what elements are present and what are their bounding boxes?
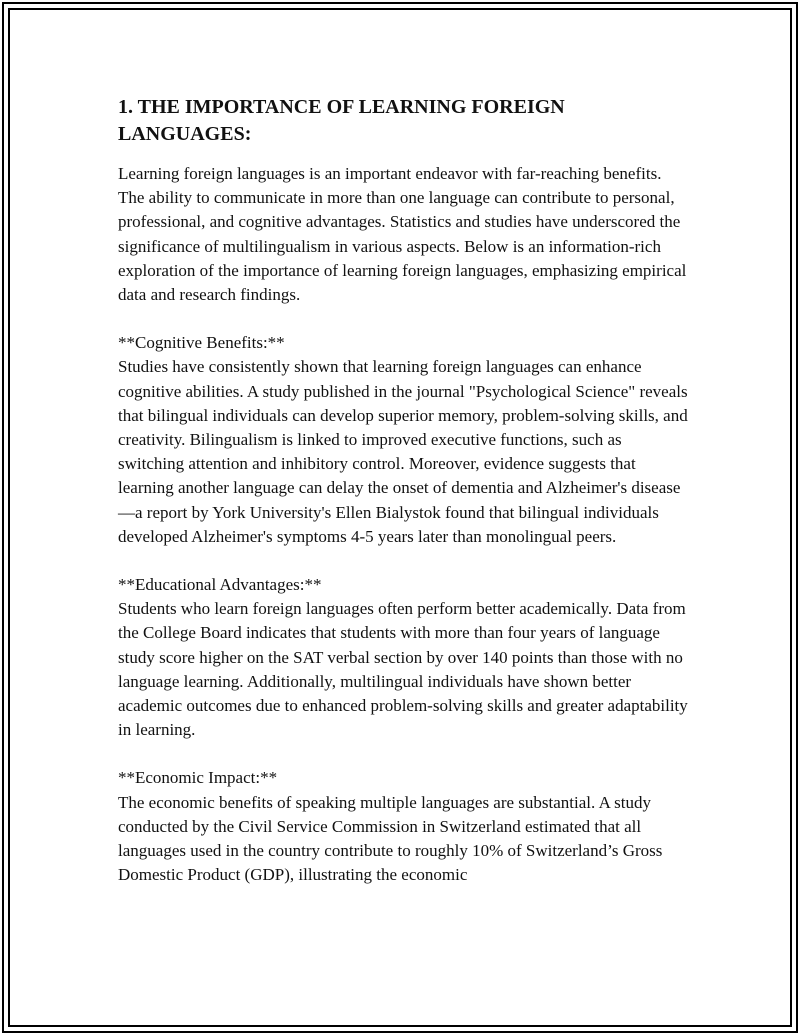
- cognitive-benefits-text: Studies have consistently shown that learning foreign languages can enhance cognitive abilities. A study published in the journal "Psychological Science" reveals that bilingual individuals can develop superior memory, problem-solving skills, and creativity. Bilingualism is linked to improved executive functions, such as switching attention and inhibitory control. Moreover, evidence suggests that learning another language can delay the onset of dementia and Alzheimer's disease—a report by York University's Ellen Bialystok found that bilingual individuals developed Alzheimer's symptoms 4-5 years later than monolingual peers.: [118, 357, 688, 546]
- economic-impact-section: [118, 766, 688, 887]
- educational-advantages-title: **Educational Advantages:**: [118, 575, 322, 595]
- section-heading: 1. THE IMPORTANCE OF LEARNING FOREIGN LANGUAGES:: [118, 96, 565, 145]
- economic-impact-title: **Economic Impact:**: [118, 768, 278, 788]
- economic-impact-text: The economic benefits of speaking multiple languages are substantial. A study conducted by the Civil Service Commission in Switzerland estimated that all languages used in the country contribute to roughly 10% of Switzerland’s Gross Domestic Product (GDP), illustrating the economic: [118, 792, 663, 885]
- cognitive-benefits-section: [118, 331, 688, 549]
- cognitive-benefits-title: **Cognitive Benefits:**: [118, 333, 285, 353]
- intro-paragraph: Learning foreign languages is an important endeavor with far-reaching benefits. The ability to communicate in more than one language can contribute to personal, professional, and cognitive advantages. Statistics and studies have underscored the significance of multilingualism in various aspects. Below is an information-rich exploration of the importance of learning foreign languages, emphasizing empirical data and research findings.: [118, 164, 687, 305]
- educational-advantages-text: Students who learn foreign languages often perform better academically. Data from the College Board indicates that students with more than four years of language study score higher on the SAT verbal section by over 140 points than those with no language learning. Additionally, multilingual individuals have shown better academic outcomes due to enhanced problem-solving skills and greater adaptability in learning.: [118, 599, 688, 740]
- educational-advantages-section: [118, 573, 688, 742]
- document-body: [118, 94, 688, 911]
